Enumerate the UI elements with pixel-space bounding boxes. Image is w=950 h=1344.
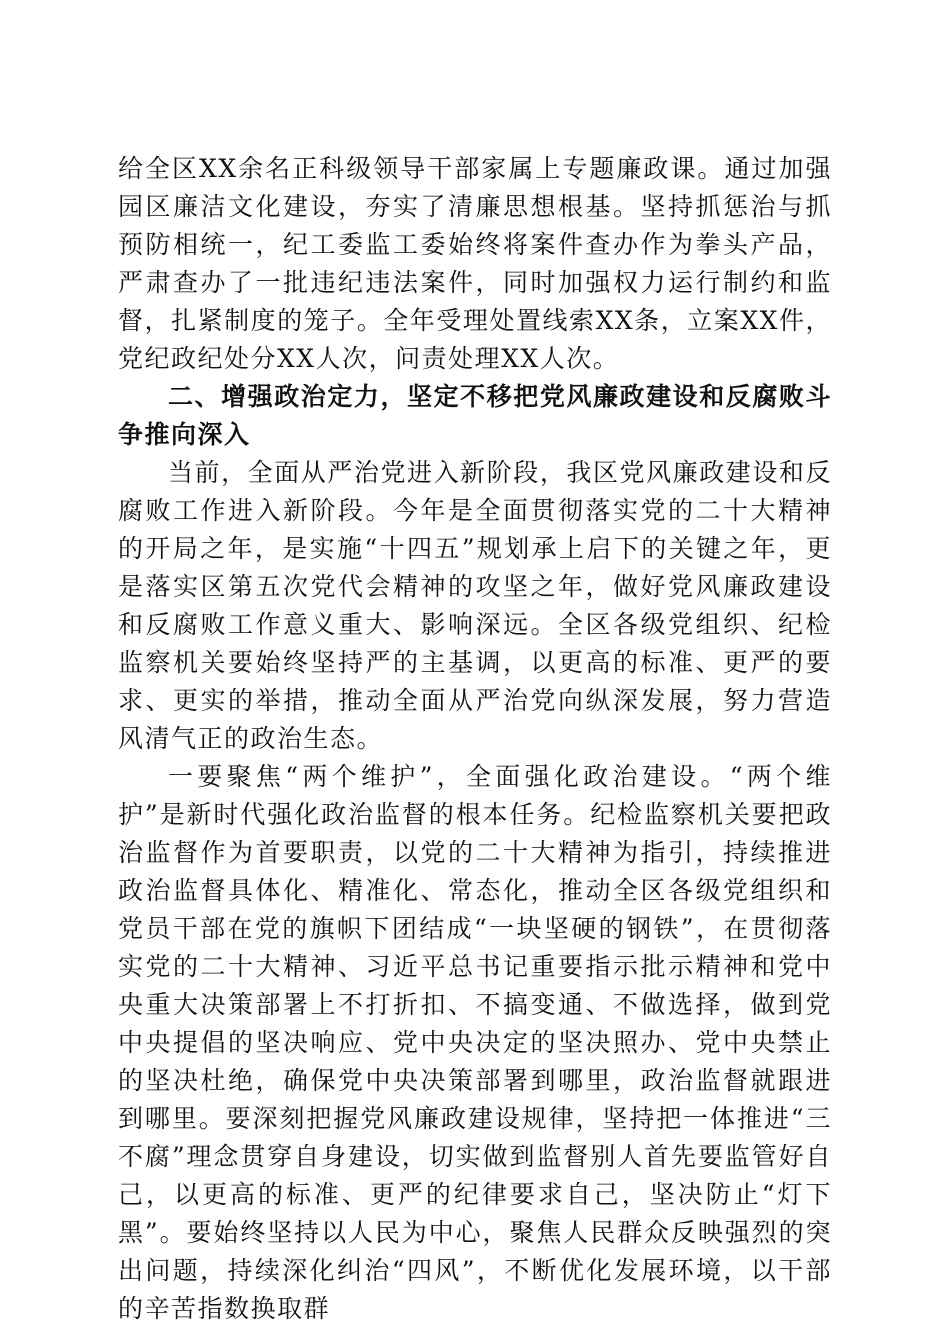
paragraph-intro-continuation: 给全区XX余名正科级领导干部家属上专题廉政课。通过加强园区廉洁文化建设，夯实了清廉思想根基。坚持抓惩治与抓预防相统一，纪工委监工委始终将案件查办作为拳头产品，严肃查办了一批违纪违法案件，同时加强权力运行制约和监督，扎紧制度的笼子。全年受理处置线索XX条，立案XX件，党纪政纪处分XX人次，问责处理XX人次。	[118, 154, 832, 373]
paragraph-current-situation: 当前，全面从严治党进入新阶段，我区党风廉政建设和反腐败工作进入新阶段。今年是全面贯彻落实党的二十大精神的开局之年，是实施“十四五”规划承上启下的关键之年，更是落实区第五次党代会精神的攻坚之年，做好党风廉政建设和反腐败工作意义重大、影响深远。全区各级党组织、纪检监察机关要始终坚持严的主基调，以更高的标准、更严的要求、更实的举措，推动全面从严治党向纵深发展，努力营造风清气正的政治生态。	[118, 458, 832, 753]
paragraph-point-one: 一要聚焦“两个维护”，全面强化政治建设。“两个维护”是新时代强化政治监督的根本任务。纪检监察机关要把政治监督作为首要职责，以党的二十大精神为指引，持续推进政治监督具体化、精准化、常态化，推动全区各级党组织和党员干部在党的旗帜下团结成“一块坚硬的钢铁”，在贯彻落实党的二十大精神、习近平总书记重要指示批示精神和党中央重大决策部署上不打折扣、不搞变通、不做选择，做到党中央提倡的坚决响应、党中央决定的坚决照办、党中央禁止的坚决杜绝，确保党中央决策部署到哪里，政治监督就跟进到哪里。要深刻把握党风廉政建设规律，坚持把一体推进“三不腐”理念贯穿自身建设，切实做到监督别人首先要监管好自己，以更高的标准、更严的纪律要求自己，坚决防止“灯下黑”。要始终坚持以人民为中心，聚焦人民群众反映强烈的突出问题，持续深化纠治“四风”，不断优化发展环境，以干部的辛苦指数换取群	[118, 762, 832, 1323]
section-heading: 二、增强政治定力，坚定不移把党风廉政建设和反腐败斗争推向深入	[118, 382, 832, 449]
document-body	[118, 150, 832, 1328]
